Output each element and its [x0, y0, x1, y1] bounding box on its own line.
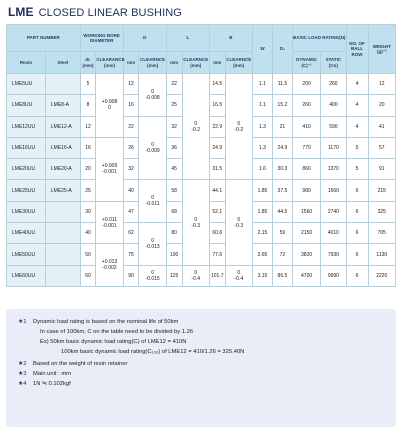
w-value: 1.6	[252, 159, 272, 180]
b-value: 52.1	[209, 201, 225, 222]
resin-part: LME60UU	[7, 265, 46, 286]
b-value: 77.6	[209, 244, 225, 265]
dynamic-value: 1560	[292, 201, 320, 222]
series-name: CLOSED LINEAR BUSHING	[38, 7, 182, 19]
steel-part	[45, 244, 80, 265]
w-value: 1.1	[252, 74, 272, 95]
w-value: 3.15	[252, 265, 272, 286]
resin-part: LME16UU	[7, 137, 46, 158]
dr-header: dr. (mm)	[80, 52, 96, 74]
spec-table	[6, 24, 396, 287]
dr-value: 5	[80, 74, 96, 95]
note-3: Main unit : mm	[33, 371, 72, 377]
b-value: 60.6	[209, 223, 225, 244]
d1-value: 72	[272, 244, 292, 265]
l-value: 36	[166, 137, 182, 158]
dr-value: 60	[80, 265, 96, 286]
b-tolerance: 0 -0.3	[225, 180, 252, 265]
w-value: 2.65	[252, 244, 272, 265]
static-value: 1560	[321, 180, 346, 201]
weight-value: 12	[368, 74, 395, 95]
d1-value: 86.5	[272, 265, 292, 286]
d1-value: 15.2	[272, 95, 292, 116]
bore-tolerance: +0.009 -0.001	[96, 137, 123, 201]
l-value: 100	[166, 244, 182, 265]
dr-value: 25	[80, 180, 96, 201]
static-value: 590	[321, 116, 346, 137]
d-value: 26	[123, 137, 139, 158]
dynamic-value: 2150	[292, 223, 320, 244]
d1-value: 24.9	[272, 137, 292, 158]
note-1-line-3: Ex) 50km basic dynamic load rating(C) of LME12 = 410N	[40, 339, 187, 345]
d-header: D	[123, 25, 166, 52]
weight-value: 1130	[368, 244, 395, 265]
l-value: 32	[166, 116, 182, 137]
d-tolerance: 0 -0.013	[139, 223, 166, 266]
resin-part: LME5UU	[7, 74, 46, 95]
resin-part: LME50UU	[7, 244, 46, 265]
series-code: LME	[8, 5, 34, 19]
d-value: 40	[123, 180, 139, 201]
weight-value: 57	[368, 137, 395, 158]
dr-value: 40	[80, 223, 96, 244]
ball-rows-value: 5	[346, 159, 368, 180]
b-tolerance: 0 -0.4	[225, 265, 252, 286]
w-header: W	[252, 25, 272, 74]
weight-header: WEIGHT (g)⁻²	[368, 25, 395, 74]
weight-value: 325	[368, 201, 395, 222]
static-value: 9990	[321, 265, 346, 286]
b-value: 101.7	[209, 265, 225, 286]
table-row	[7, 74, 396, 95]
b-value: 22.9	[209, 116, 225, 137]
weight-value: 91	[368, 159, 395, 180]
dynamic-value: 260	[292, 95, 320, 116]
l-tolerance: 0 -0.4	[182, 265, 209, 286]
w-value: 1.3	[252, 137, 272, 158]
steel-part	[45, 265, 80, 286]
ball-rows-value: 6	[346, 201, 368, 222]
weight-value: 705	[368, 223, 395, 244]
note-marker-2: ★2	[18, 361, 27, 367]
steel-part: LME16-A	[45, 137, 80, 158]
bore-tolerance: +0.008 0	[96, 74, 123, 138]
weight-value: 41	[368, 116, 395, 137]
d1-value: 59	[272, 223, 292, 244]
steel-header: Steel	[45, 52, 80, 74]
dr-value: 12	[80, 116, 96, 137]
b-mm-header: mm	[209, 52, 225, 74]
d-value: 47	[123, 201, 139, 222]
dynamic-value: 410	[292, 116, 320, 137]
dynamic-value: 4700	[292, 265, 320, 286]
bore-tolerance: +0.013 -0.002	[96, 244, 123, 287]
dynamic-value: 200	[292, 74, 320, 95]
d-value: 75	[123, 244, 139, 265]
w-value: 2.15	[252, 223, 272, 244]
dynamic-value: 3820	[292, 244, 320, 265]
steel-part	[45, 201, 80, 222]
basic-load-header: BASIC LOAD RATING(N)	[292, 25, 346, 52]
w-value: 1.1	[252, 95, 272, 116]
resin-part: LME30UU	[7, 201, 46, 222]
static-value: 4010	[321, 223, 346, 244]
dynamic-value: 860	[292, 159, 320, 180]
note-marker-3: ★3	[18, 371, 27, 377]
d-value: 32	[123, 159, 139, 180]
bore-clearance-header: CLEARANCE (mm)	[96, 52, 123, 74]
steel-part: LME12-A	[45, 116, 80, 137]
w-value: 1.85	[252, 180, 272, 201]
notes-box	[6, 309, 396, 427]
ball-rows-value: 6	[346, 265, 368, 286]
resin-part: LME20UU	[7, 159, 46, 180]
note-marker-1: ★1	[18, 319, 27, 325]
l-clearance-header: CLEARNCE (mm)	[182, 52, 209, 74]
b-value: 16.5	[209, 95, 225, 116]
ball-rows-value: 6	[346, 223, 368, 244]
d1-value: 44.5	[272, 201, 292, 222]
l-value: 80	[166, 223, 182, 244]
ball-rows-value: 5	[346, 137, 368, 158]
bore-tolerance: +0.011 -0.001	[96, 201, 123, 244]
resin-part: LME12UU	[7, 116, 46, 137]
note-1-line-2: In case of 100km, C on the table need to be divided by 1.26	[40, 329, 194, 335]
ball-rows-value: 4	[346, 116, 368, 137]
dr-value: 30	[80, 201, 96, 222]
d-tolerance: 0 -0.011	[139, 180, 166, 223]
table-row	[7, 180, 396, 201]
d-value: 62	[123, 223, 139, 244]
steel-part	[45, 74, 80, 95]
dynamic-header: DYNAMIC (C)⁻¹	[292, 52, 320, 74]
b-clearance-header: CLEARNCE (mm)	[225, 52, 252, 74]
l-value: 45	[166, 159, 182, 180]
working-bore-header: WORKING BORE DIAMETER	[80, 25, 123, 52]
d-value: 12	[123, 74, 139, 95]
d-tolerance: 0 -0.009	[139, 116, 166, 180]
b-header: B	[209, 25, 252, 52]
note-1-line-1: Dynamic load rating is based on the nominal life of 50km	[33, 319, 179, 325]
ball-rows-value: 6	[346, 180, 368, 201]
static-value: 1170	[321, 137, 346, 158]
b-value: 14.5	[209, 74, 225, 95]
d1-value: 37.5	[272, 180, 292, 201]
d-value: 22	[123, 116, 139, 137]
w-value: 1.85	[252, 201, 272, 222]
d-value: 16	[123, 95, 139, 116]
d-tolerance: 0 -0.008	[139, 74, 166, 117]
steel-part	[45, 223, 80, 244]
ball-rows-value: 4	[346, 74, 368, 95]
resin-part: LME25UU	[7, 180, 46, 201]
dr-value: 20	[80, 159, 96, 180]
d-tolerance: 0 -0.015	[139, 265, 166, 286]
d-value: 90	[123, 265, 139, 286]
ball-rows-value: 4	[346, 95, 368, 116]
l-value: 22	[166, 74, 182, 95]
static-value: 2740	[321, 201, 346, 222]
d-clearance-header: CLEARNCE (mm)	[139, 52, 166, 74]
steel-part: LME8-A	[45, 95, 80, 116]
d-mm-header: mm	[123, 52, 139, 74]
b-value: 44.1	[209, 180, 225, 201]
table-row	[7, 265, 396, 286]
l-tolerance: 0 -0.2	[182, 74, 209, 180]
l-mm-header: mm	[166, 52, 182, 74]
steel-part: LME25-A	[45, 180, 80, 201]
static-header: STATIC (Co)	[321, 52, 346, 74]
dr-value: 50	[80, 244, 96, 265]
steel-part: LME20-A	[45, 159, 80, 180]
static-value: 260	[321, 74, 346, 95]
b-value: 31.5	[209, 159, 225, 180]
l-header: L	[166, 25, 209, 52]
l-value: 25	[166, 95, 182, 116]
b-value: 24.9	[209, 137, 225, 158]
resin-part: LME40UU	[7, 223, 46, 244]
d1-value: 11.5	[272, 74, 292, 95]
static-value: 1370	[321, 159, 346, 180]
b-tolerance: 0 -0.2	[225, 74, 252, 180]
weight-value: 20	[368, 95, 395, 116]
l-tolerance: 0 -0.3	[182, 180, 209, 265]
w-value: 1.3	[252, 116, 272, 137]
static-value: 400	[321, 95, 346, 116]
note-marker-4: ★4	[18, 381, 27, 387]
ball-rows-value: 6	[346, 244, 368, 265]
l-value: 125	[166, 265, 182, 286]
dynamic-value: 770	[292, 137, 320, 158]
part-number-header: PART NUMBER	[7, 25, 81, 52]
dynamic-value: 980	[292, 180, 320, 201]
d1-value: 21	[272, 116, 292, 137]
l-value: 58	[166, 180, 182, 201]
weight-value: 215	[368, 180, 395, 201]
d1-header: D₁	[272, 25, 292, 74]
dr-value: 16	[80, 137, 96, 158]
static-value: 7930	[321, 244, 346, 265]
note-2: Based on the weight of resin retainer	[33, 361, 128, 367]
note-4: 1N ≒ 0.102kgf	[33, 381, 71, 387]
resin-header: Resin	[7, 52, 46, 74]
page-title	[8, 5, 182, 19]
dr-value: 8	[80, 95, 96, 116]
ball-rows-header: NO. OF BALL ROW	[346, 25, 368, 74]
d1-value: 30.3	[272, 159, 292, 180]
note-1-line-4: 100km basic dynamic load rating(C₁₀₀) of LME12 = 410/1.26 = 325.40N	[61, 349, 245, 355]
resin-part: LME8UU	[7, 95, 46, 116]
weight-value: 2220	[368, 265, 395, 286]
l-value: 68	[166, 201, 182, 222]
